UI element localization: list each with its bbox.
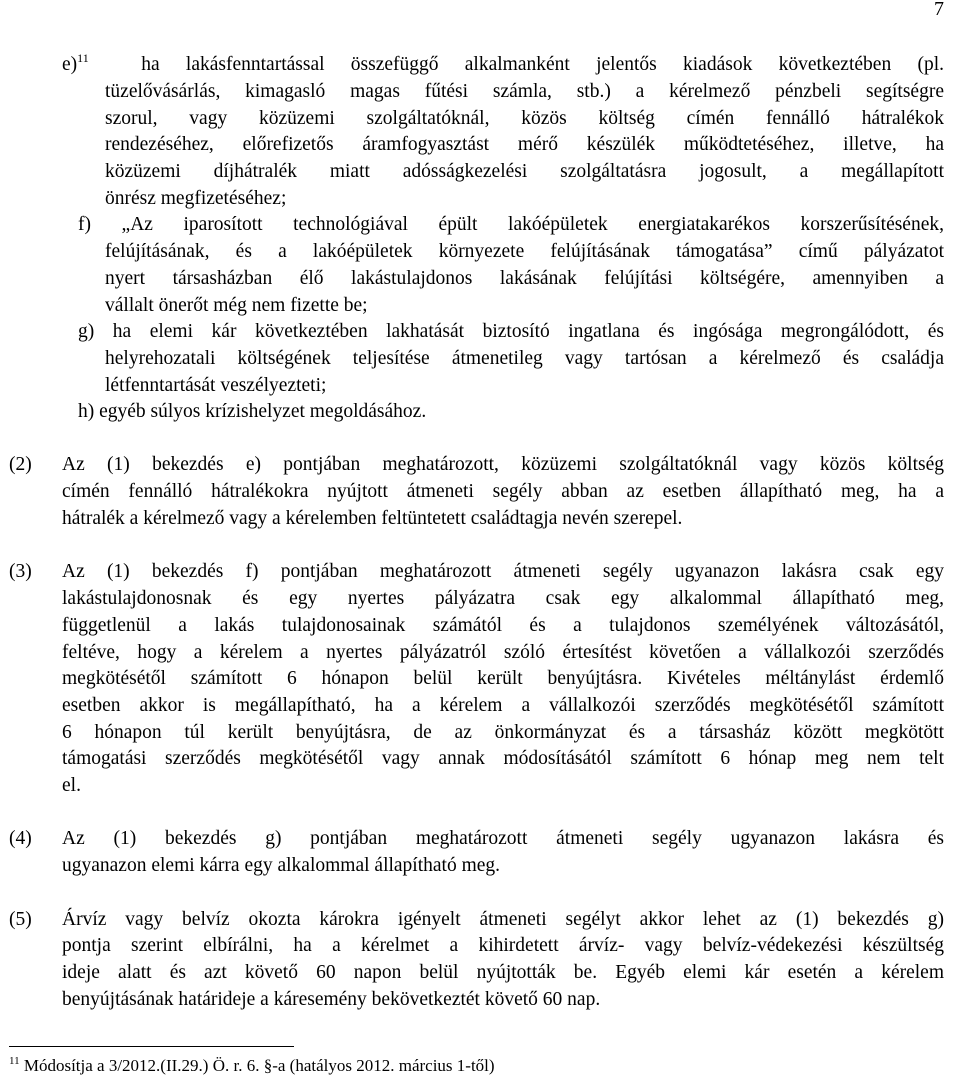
page-number: 7 [934, 0, 944, 20]
item-g-line-3: létfenntartását veszélyezteti; [105, 375, 327, 396]
paragraph-5-line-2: pontja szerint elbírálni, ha a kérelmet a kihirdetett árvíz- vagy belvíz-védekezési készültség [62, 935, 944, 956]
paragraph-2-line-3: hátralék a kérelmező vagy a kérelemben feltüntetett családtagja nevén szerepel. [62, 508, 683, 529]
paragraph-3-line-7: 6 hónapon túl került benyújtásra, de az önkormányzat és a társasház között megkötött [62, 722, 944, 743]
item-e-line-4: rendezéséhez, előrefizetős áramfogyasztást mérő készülék működtetéséhez, illetve, ha [105, 134, 944, 155]
item-g-line-2: helyrehozatali költségének teljesítése átmenetileg vagy tartósan a kérelmező és családja [105, 348, 944, 369]
item-e-label: e) [62, 54, 78, 75]
item-h-line-1: h) egyéb súlyos krízishelyzet megoldásához. [78, 401, 427, 422]
paragraph-3-line-3: függetlenül a lakás tulajdonosainak számától és a tulajdonos személyének változásától, [62, 615, 944, 636]
paragraph-3-line-1: Az (1) bekezdés f) pontjában meghatározott átmeneti segély ugyanazon lakásra csak egy [62, 561, 944, 582]
footnote-text: Módosítja a 3/2012.(II.29.) Ö. r. 6. §-a (hatályos 2012. március 1-től) [23, 1056, 495, 1075]
item-e-line-6: önrész megfizetéséhez; [105, 188, 287, 209]
paragraph-5-line-3: ideje alatt és azt követő 60 napon belül nyújtották be. Egyéb elemi kár esetén a kérelem [62, 962, 944, 983]
paragraph-3-line-8: támogatási szerződés megkötésétől vagy annak módosításától számított 6 hónap meg nem telt [62, 748, 944, 769]
paragraph-5-number: (5) [9, 909, 32, 930]
paragraph-2-number: (2) [9, 454, 32, 475]
paragraph-4-line-2: ugyanazon elemi kárra egy alkalommal állapítható meg. [62, 855, 501, 876]
paragraph-3-line-5: megkötésétől számított 6 hónapon belül került benyújtásra. Kivételes méltánylást érdemlő [62, 668, 944, 689]
paragraph-3-line-9: el. [62, 775, 81, 796]
paragraph-4-number: (4) [9, 828, 32, 849]
paragraph-3-number: (3) [9, 561, 32, 582]
paragraph-3-line-4: feltéve, hogy a kérelem a nyertes pályázatról szóló értesítést követően a vállalkozói szerződés [62, 642, 944, 663]
footnote [9, 1056, 495, 1076]
item-f-line-1: f) „Az iparosított technológiával épült lakóépületek energiatakarékos korszerűsítésének, [78, 214, 944, 235]
item-e-line-1: e)$^{11}$ ha lakásfenntartással összefüggő alkalmanként jelentős kiadások következtében (pl. [62, 51, 944, 75]
paragraph-3-line-2: lakástulajdonosnak és egy nyertes pályázatra csak egy alkalommal állapítható meg, [62, 588, 944, 609]
item-g-line-1: g) ha elemi kár következtében lakhatását biztosító ingatlana és ingósága megrongálódott, és [78, 321, 944, 342]
item-e-line-3: szorul, vagy közüzemi szolgáltatóknál, közös költség címén fennálló hátralékok [105, 108, 944, 129]
paragraph-2-line-2: címén fennálló hátralékokra nyújtott átmeneti segély abban az esetben állapítható meg, ha a [62, 481, 944, 502]
item-e-line-5: közüzemi díjhátralék miatt adósságkezelési szolgáltatásra jogosult, a megállapított [105, 161, 944, 182]
footnote-divider [9, 1046, 294, 1047]
footnote-marker: 11 [9, 1055, 20, 1067]
paragraph-2-line-1: Az (1) bekezdés e) pontjában meghatározott, közüzemi szolgáltatóknál vagy közös költség [62, 454, 944, 475]
item-f-line-4: vállalt önerőt még nem fizette be; [105, 295, 368, 316]
paragraph-3-line-6: esetben akkor is megállapítható, ha a kérelem a vállalkozói szerződés megkötésétől számított [62, 695, 944, 716]
item-f-line-3: nyert társasházban élő lakástulajdonos lakásának felújítási költségére, amennyiben a [105, 268, 944, 289]
item-f-line-2: felújításának, és a lakóépületek környezete felújításának támogatása” című pályázatot [105, 241, 944, 262]
item-e-line-2: tüzelővásárlás, kimagasló magas fűtési számla, stb.) a kérelmező pénzbeli segítségre [105, 81, 944, 102]
paragraph-5-line-4: benyújtásának határideje a káresemény bekövetkeztét követő 60 nap. [62, 989, 601, 1010]
paragraph-4-line-1: Az (1) bekezdés g) pontjában meghatározott átmeneti segély ugyanazon lakásra és [62, 828, 944, 849]
footnote-ref: 11 [77, 51, 89, 65]
paragraph-5-line-1: Árvíz vagy belvíz okozta károkra igényelt átmeneti segélyt akkor lehet az (1) bekezdés g) [62, 909, 944, 930]
